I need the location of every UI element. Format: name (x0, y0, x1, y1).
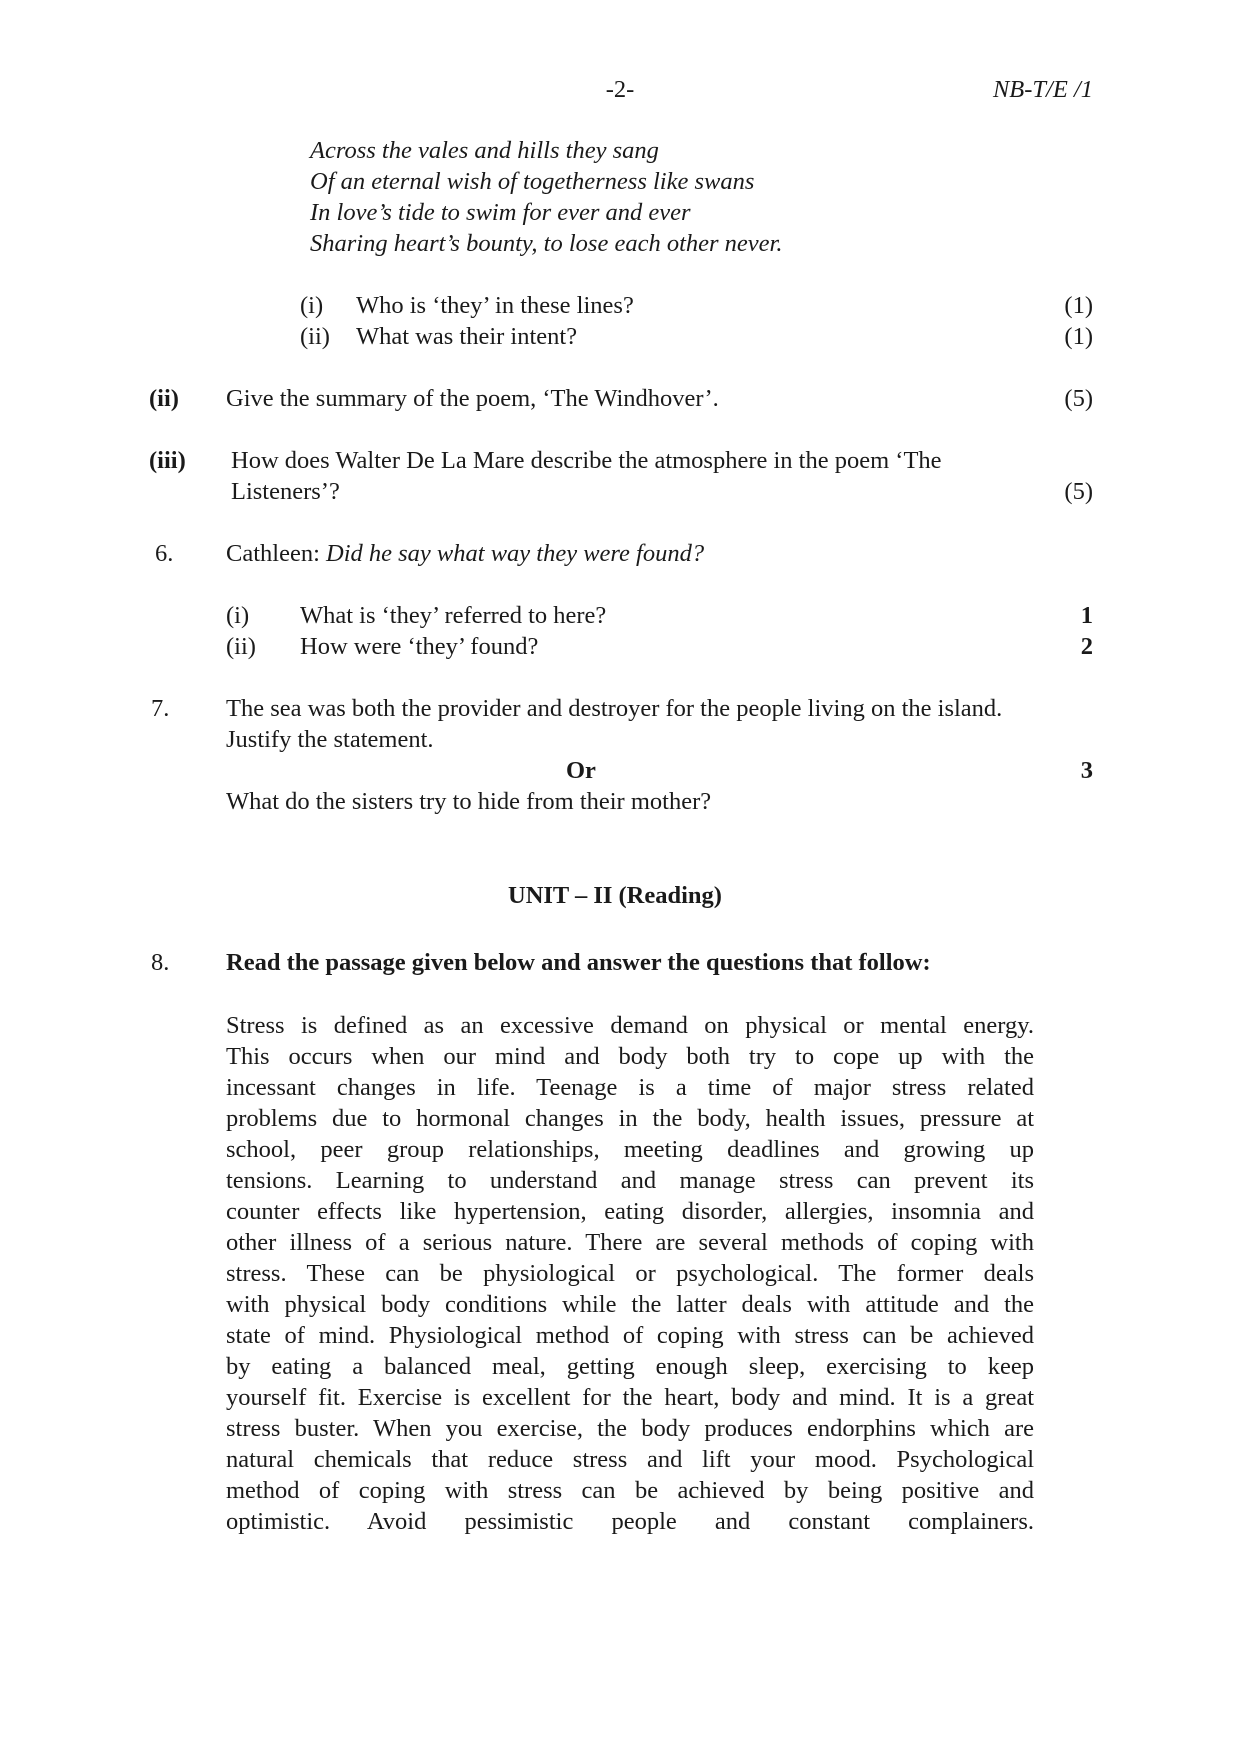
q7-or-row (0, 755, 1240, 786)
passage-line: stress buster. When you exercise, the body produces endorphins which are (226, 1415, 1034, 1442)
q5-part-ii (0, 383, 1240, 414)
q5-sub-ii (0, 321, 1240, 352)
or-label: Or (566, 757, 596, 784)
passage-line: stress. These can be physiological or psychological. The former deals (226, 1260, 1034, 1287)
poem-line: In love’s tide to swim for ever and ever (310, 199, 691, 226)
part-number: (iii) (149, 447, 186, 474)
question-text: Justify the statement. (226, 726, 434, 753)
q5-part-iii-cont (0, 476, 1240, 507)
passage-line: Stress is defined as an excessive demand on physical or mental energy. (226, 1012, 1034, 1039)
unit-heading: UNIT – II (Reading) (508, 882, 722, 909)
sub-number: (ii) (300, 323, 330, 350)
sub-question: What was their intent? (356, 323, 578, 350)
sub-question: Who is ‘they’ in these lines? (356, 292, 634, 319)
sub-number: (ii) (226, 633, 256, 660)
quote: Did he say what way they were found? (326, 540, 705, 567)
sub-question: How were ‘they’ found? (300, 633, 539, 660)
q7-line1 (0, 693, 1240, 724)
passage-line: state of mind. Physiological method of coping with stress can be achieved (226, 1322, 1034, 1349)
speaker: Cathleen: (226, 540, 320, 567)
sub-number: (i) (226, 602, 250, 629)
passage-line: optimistic. Avoid pessimistic people and constant complainers. (226, 1508, 1034, 1535)
marks: (1) (1064, 292, 1093, 319)
poem-excerpt (310, 135, 782, 259)
marks: (1) (1064, 323, 1093, 350)
question-number: 6. (155, 540, 174, 567)
paper-code: NB-T/E /1 (992, 76, 1093, 103)
part-number: (ii) (149, 385, 179, 412)
passage-line: yourself fit. Exercise is excellent for the heart, body and mind. It is a great (226, 1384, 1034, 1411)
part-question: Give the summary of the poem, ‘The Windhover’. (226, 385, 719, 412)
marks: (5) (1064, 385, 1093, 412)
q6-sub-i (0, 600, 1240, 631)
passage-line: counter effects like hypertension, eating disorder, allergies, insomnia and (226, 1198, 1034, 1225)
marks: 3 (1080, 757, 1093, 784)
alternate-question: What do the sisters try to hide from their mother? (226, 788, 712, 815)
q6-line (226, 538, 704, 569)
marks: 1 (1080, 602, 1093, 629)
q8-instruction-row (0, 947, 1240, 978)
instruction: Read the passage given below and answer the questions that follow: (226, 949, 931, 976)
marks: 2 (1080, 633, 1093, 660)
passage-line: school, peer group relationships, meeting deadlines and growing up (226, 1136, 1034, 1163)
q5-part-iii (0, 445, 1240, 476)
passage-line: tensions. Learning to understand and manage stress can prevent its (226, 1167, 1034, 1194)
q5-sub-i (0, 290, 1240, 321)
question-number: 8. (151, 949, 170, 976)
poem-line: Across the vales and hills they sang (310, 137, 659, 164)
passage-line: problems due to hormonal changes in the body, health issues, pressure at (226, 1105, 1034, 1132)
passage-line: method of coping with stress can be achieved by being positive and (226, 1477, 1034, 1504)
passage-line: This occurs when our mind and body both try to cope up with the (226, 1043, 1034, 1070)
question-text: The sea was both the provider and destroyer for the people living on the island. (226, 695, 1003, 722)
passage-line: natural chemicals that reduce stress and lift your mood. Psychological (226, 1446, 1034, 1473)
unit-heading-row (0, 880, 1240, 911)
reading-passage (226, 1010, 1034, 1537)
passage-line: incessant changes in life. Teenage is a time of major stress related (226, 1074, 1034, 1101)
marks: (5) (1064, 478, 1093, 505)
question-number: 7. (151, 695, 170, 722)
q7-line2 (0, 724, 1240, 755)
q7-alt (0, 786, 1240, 817)
poem-line: Of an eternal wish of togetherness like swans (310, 168, 755, 195)
page-number: -2- (605, 76, 635, 103)
part-question-line: Listeners’? (231, 478, 340, 505)
passage-line: other illness of a serious nature. There are several methods of coping with (226, 1229, 1034, 1256)
sub-number: (i) (300, 292, 324, 319)
sub-question: What is ‘they’ referred to here? (300, 602, 607, 629)
passage-line: with physical body conditions while the latter deals with attitude and the (226, 1291, 1034, 1318)
q6-sub-ii (0, 631, 1240, 662)
passage-line: by eating a balanced meal, getting enough sleep, exercising to keep (226, 1353, 1034, 1380)
poem-line: Sharing heart’s bounty, to lose each other never. (310, 230, 783, 257)
q6-prompt (0, 538, 1240, 569)
part-question-line: How does Walter De La Mare describe the atmosphere in the poem ‘The (231, 447, 942, 474)
